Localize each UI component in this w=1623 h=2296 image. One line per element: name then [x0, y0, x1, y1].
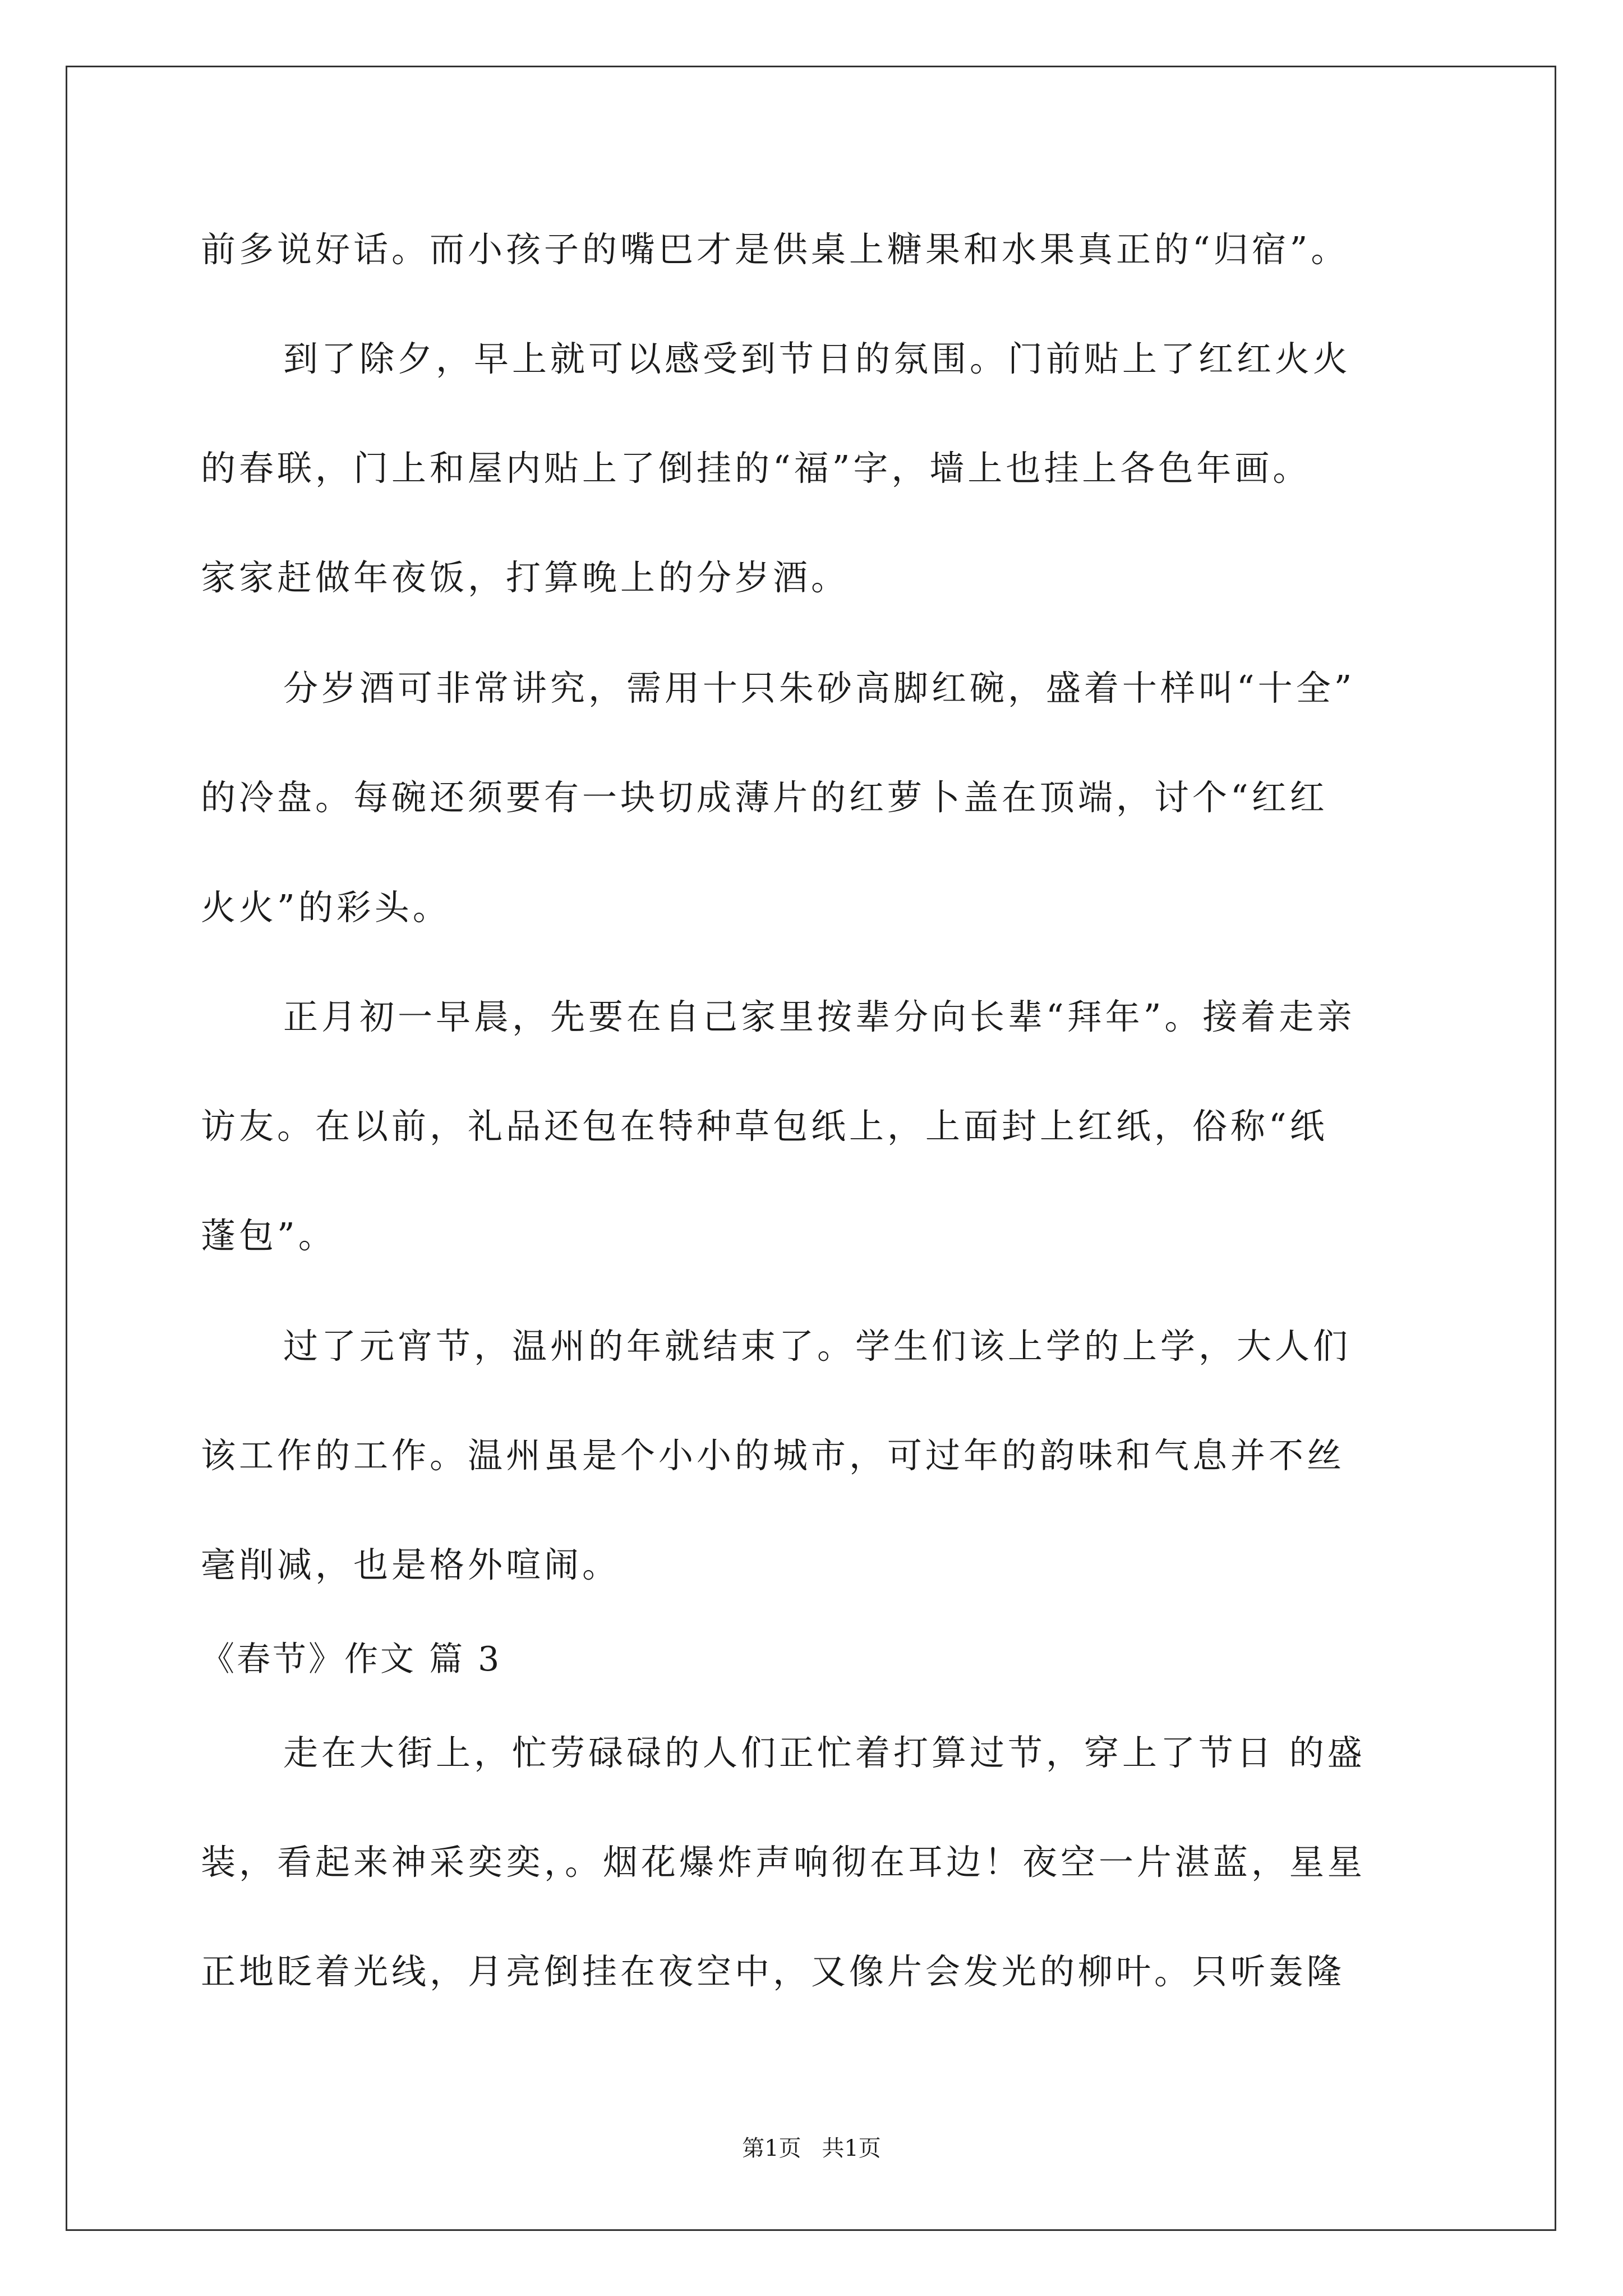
- paragraph-line: 装，看起来神采奕奕，。烟花爆炸声响彻在耳边！夜空一片湛蓝，星星: [201, 1842, 1366, 1883]
- paragraph-line: 走在大街上，忙劳碌碌的人们正忙着打算过节，穿上了节日 的盛: [283, 1732, 1366, 1773]
- page-footer: [0, 2132, 1623, 2165]
- page-number: 第1页: [742, 2136, 801, 2161]
- paragraph-line: 到了除夕，早上就可以感受到节日的氛围。门前贴上了红红火火: [283, 338, 1352, 379]
- paragraph-line: 的冷盘。每碗还须要有一块切成薄片的红萝卜盖在顶端，讨个“红红: [201, 777, 1328, 818]
- paragraph-line: 家家赶做年夜饭，打算晚上的分岁酒。: [201, 557, 850, 598]
- paragraph-line: 毫削减，也是格外喧闹。: [201, 1544, 621, 1585]
- paragraph-line: 的春联，门上和屋内贴上了倒挂的“福”字，墙上也挂上各色年画。: [201, 448, 1311, 489]
- paragraph-line: 该工作的工作。温州虽是个小小的城市，可过年的韵味和气息并不丝: [201, 1435, 1345, 1476]
- paragraph-line: 过了元宵节，温州的年就结束了。学生们该上学的上学，大人们: [283, 1326, 1352, 1366]
- paragraph-line: 访友。在以前，礼品还包在特种草包纸上，上面封上红纸，俗称“纸: [201, 1106, 1328, 1147]
- paragraph-line: 正月初一早晨，先要在自己家里按辈分向长辈“拜年”。接着走亲: [283, 996, 1355, 1037]
- paragraph-line: 蓬包”。: [201, 1215, 336, 1256]
- paragraph-line: 前多说好话。而小孩子的嘴巴才是供桌上糖果和水果真正的“归宿”。: [201, 229, 1349, 270]
- page-total: 共1页: [822, 2136, 881, 2161]
- section-heading: 《春节》作文 篇 3: [201, 1640, 502, 1679]
- paragraph-line: 正地眨着光线，月亮倒挂在夜空中，又像片会发光的柳叶。只听轰隆: [201, 1951, 1345, 1992]
- paragraph-line: 火火”的彩头。: [201, 887, 451, 928]
- paragraph-line: 分岁酒可非常讲究，需用十只朱砂高脚红碗，盛着十样叫“十全”: [283, 668, 1355, 708]
